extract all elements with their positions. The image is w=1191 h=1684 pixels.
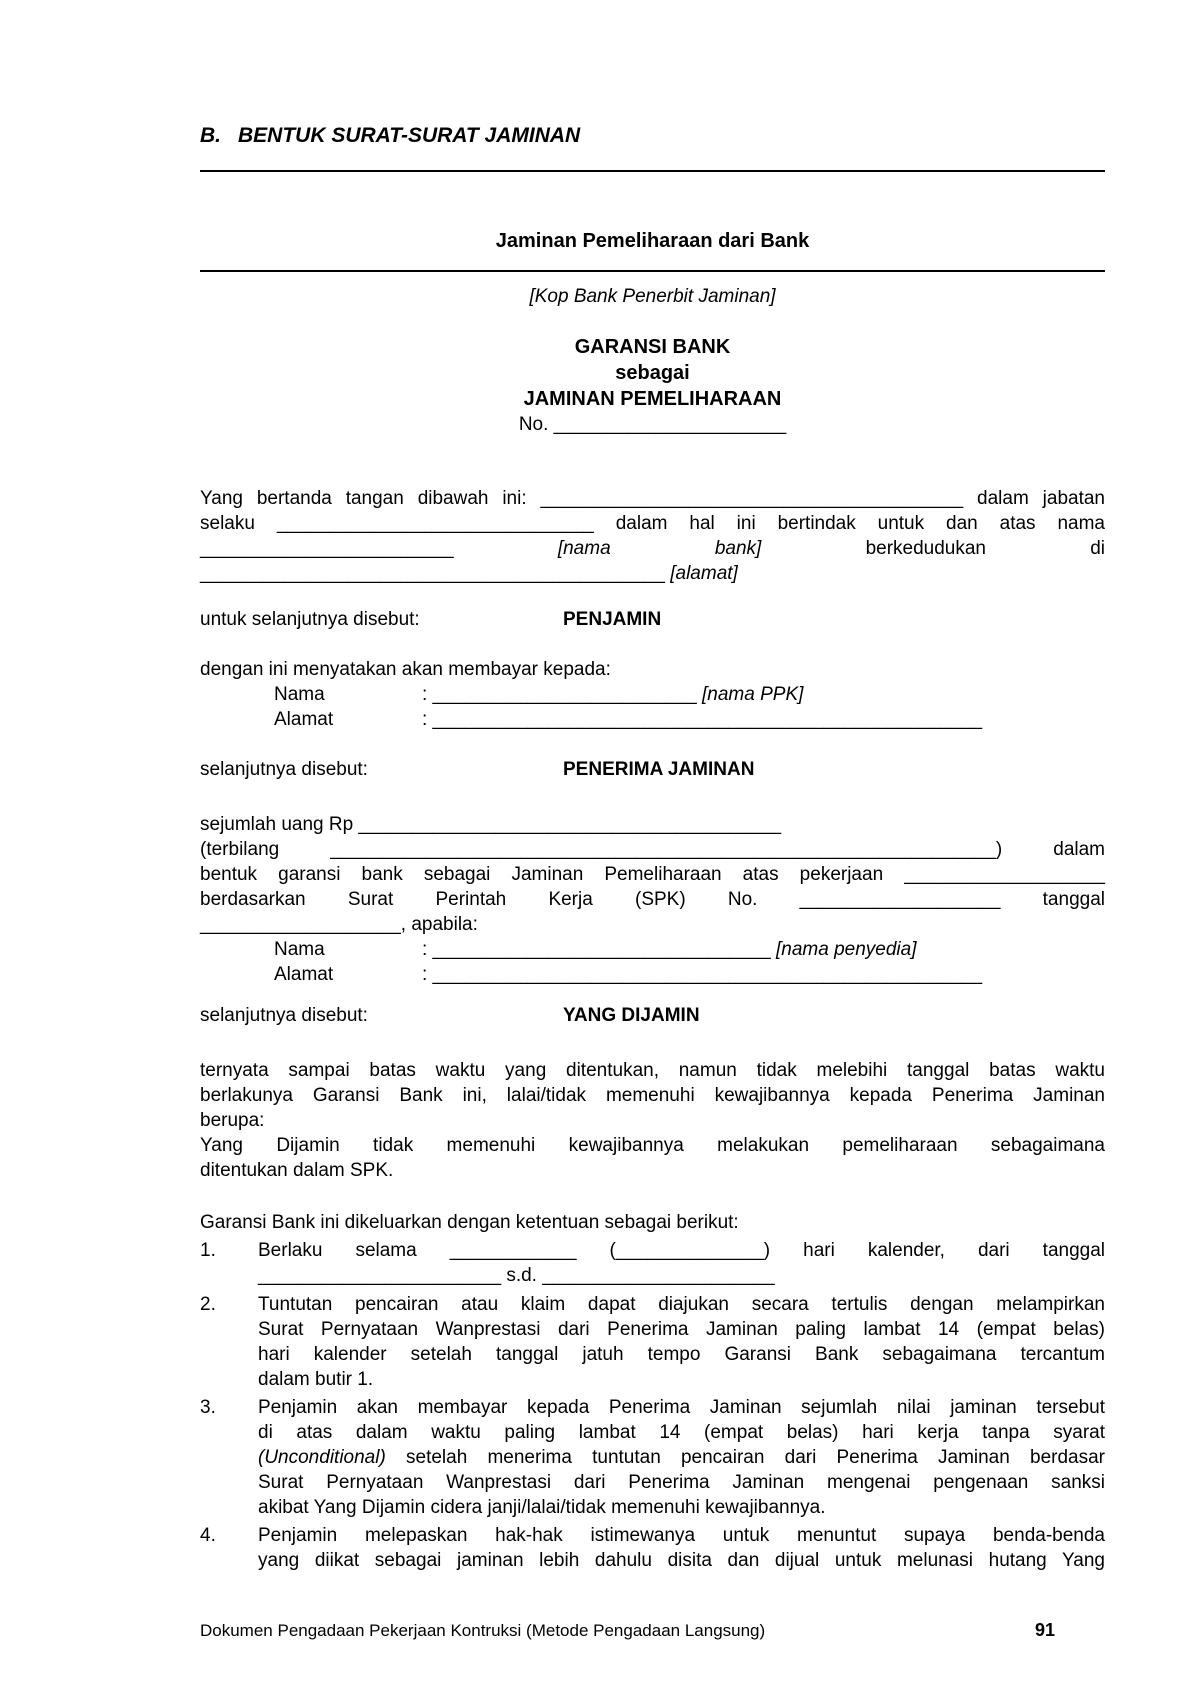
ketentuan-intro: Garansi Bank ini dikeluarkan dengan ketentuan sebagai berikut: — [200, 1212, 739, 1233]
item-line: Surat Pernyataan Wanprestasi dari Penerima Jaminan paling lambat 14 (empat belas) — [258, 1319, 1105, 1340]
item-line — [258, 1445, 1105, 1470]
divider-line-title — [200, 270, 1105, 272]
nama-blank: : ________________________________ — [422, 939, 776, 960]
nama-blank: : _________________________ — [422, 684, 703, 705]
alamat-label: Alamat — [274, 964, 334, 985]
list-item — [200, 1292, 1105, 1392]
unconditional-note: (Unconditional) — [258, 1447, 386, 1468]
wanprestasi-line: berupa: — [200, 1110, 265, 1131]
nama-penyedia-note: [nama penyedia] — [775, 939, 917, 960]
list-item — [200, 1238, 1105, 1288]
bank-name-blank: ________________________ — [200, 538, 454, 559]
nama-ppk-note: [nama PPK] — [702, 684, 804, 705]
amount-line: bentuk garansi bank sebagai Jaminan Pemeliharaan atas pekerjaan ___________________ — [200, 864, 1105, 885]
wanprestasi-line: Yang Dijamin tidak memenuhi kewajibannya melakukan pemeliharaan sebagaimana — [200, 1135, 1105, 1156]
ketentuan-block — [200, 1210, 1105, 1573]
opening-line — [200, 561, 1105, 586]
item-number: 3. — [200, 1397, 216, 1418]
alamat-blank: : ____________________________________________________ — [422, 964, 983, 985]
nama-row — [200, 682, 1105, 707]
nama-row — [200, 937, 1105, 962]
form-title: Jaminan Pemeliharaan dari Bank — [495, 230, 810, 252]
section-title: BENTUK SURAT-SURAT JAMINAN — [238, 124, 581, 147]
guarantee-title-line1: GARANSI BANK — [574, 336, 731, 358]
item-body — [258, 1395, 1105, 1520]
page-footer — [200, 1620, 1105, 1642]
item-line: di atas dalam waktu paling lambat 14 (empat belas) hari kerja tanpa syarat — [258, 1422, 1105, 1443]
item-line: Surat Pernyataan Wanprestasi dari Penerima Jaminan mengenai pengenaan sanksi — [258, 1472, 1105, 1493]
footer-doc-label: Dokumen Pengadaan Pekerjaan Kontruksi (Metode Pengadaan Langsung) — [200, 1621, 766, 1640]
item-line: Penjamin akan membayar kepada Penerima Jaminan sejumlah nilai jaminan tersebut — [258, 1397, 1105, 1418]
dijamin-row — [200, 1003, 1105, 1028]
penerima-label: selanjutnya disebut: — [200, 759, 368, 780]
item-body — [258, 1292, 1105, 1392]
alamat-row — [200, 962, 1105, 987]
item-line: Tuntutan pencairan atau klaim dapat diajukan secara tertulis dengan melampirkan — [258, 1294, 1105, 1315]
item-line: hari kalender setelah tanggal jatuh tempo Garansi Bank sebagaimana tercantum — [258, 1344, 1105, 1365]
list-item — [200, 1523, 1105, 1573]
opening-paragraph — [200, 486, 1105, 586]
nama-label: Nama — [274, 939, 325, 960]
opening-line: selaku ______________________________ dalam hal ini bertindak untuk dan atas nama — [200, 513, 1105, 534]
item-line: Penjamin melepaskan hak-hak istimewanya untuk menuntut supaya benda-benda — [258, 1525, 1105, 1546]
letterhead-note: [Kop Bank Penerbit Jaminan] — [529, 286, 776, 307]
list-item — [200, 1395, 1105, 1520]
opening-line-rest: berkedudukan di — [865, 538, 1105, 559]
amount-line: berdasarkan Surat Perintah Kerja (SPK) No. ___________________ tanggal — [200, 889, 1105, 910]
item-line: Berlaku selama ____________ (______________) hari kalender, dari tanggal — [258, 1240, 1105, 1261]
alamat-blank: : ____________________________________________________ — [422, 709, 983, 730]
amount-rp-line: sejumlah uang Rp ________________________________________ — [200, 814, 782, 835]
guarantee-title-line2: sebagai — [615, 362, 690, 384]
alamat-label: Alamat — [274, 709, 334, 730]
page-number: 91 — [1035, 1620, 1056, 1640]
nama-label: Nama — [274, 684, 325, 705]
bank-address-blank: ____________________________________________ — [200, 563, 665, 584]
kepada-block — [200, 657, 1105, 732]
item-body — [258, 1238, 1105, 1288]
item-line: akibat Yang Dijamin cidera janji/lalai/tidak memenuhi kewajibannya. — [258, 1497, 826, 1518]
guarantee-number-line: No. ______________________ — [518, 414, 787, 435]
wanprestasi-line: ditentukan dalam SPK. — [200, 1160, 394, 1181]
kepada-intro: dengan ini menyatakan akan membayar kepada: — [200, 659, 611, 680]
dijamin-term: YANG DIJAMIN — [563, 1005, 700, 1026]
wanprestasi-paragraph — [200, 1058, 1105, 1183]
bank-name-note: [nama bank] — [557, 538, 762, 559]
section-letter: B. — [200, 124, 221, 147]
penjamin-row — [200, 607, 1105, 632]
item-number: 2. — [200, 1294, 216, 1315]
penerima-row — [200, 757, 1105, 782]
item-body — [258, 1523, 1105, 1573]
opening-line — [200, 536, 1105, 561]
amount-line: (terbilang _______________________________________________________________) dalam — [200, 839, 1105, 860]
penerima-term: PENERIMA JAMINAN — [563, 759, 755, 780]
amount-line: ___________________, apabila: — [200, 914, 478, 935]
item-line: dalam butir 1. — [258, 1369, 374, 1390]
item-number: 4. — [200, 1525, 216, 1546]
guarantee-title-line3: JAMINAN PEMELIHARAAN — [523, 388, 782, 410]
item-line: yang diikat sebagai jaminan lebih dahulu disita dan dijual untuk melunasi hutang Yang — [258, 1550, 1105, 1571]
item-line-rest: setelah menerima tuntutan pencairan dari Penerima Jaminan berdasar — [406, 1447, 1105, 1468]
guarantee-title — [200, 334, 1105, 438]
dijamin-label: selanjutnya disebut: — [200, 1005, 368, 1026]
wanprestasi-line: ternyata sampai batas waktu yang ditentukan, namun tidak melebihi tanggal batas waktu — [200, 1060, 1105, 1081]
bank-address-note: [alamat] — [670, 563, 738, 584]
alamat-row — [200, 707, 1105, 732]
section-heading — [200, 124, 1105, 148]
penjamin-term: PENJAMIN — [563, 609, 662, 630]
item-line: _______________________ s.d. ______________________ — [258, 1265, 775, 1286]
amount-paragraph — [200, 812, 1105, 987]
item-number: 1. — [200, 1240, 216, 1261]
penjamin-label: untuk selanjutnya disebut: — [200, 609, 420, 630]
opening-line: Yang bertanda tangan dibawah ini: ________________________________________ dalam jabatan — [200, 488, 1105, 509]
divider-line-top — [200, 170, 1105, 172]
wanprestasi-line: berlakunya Garansi Bank ini, lalai/tidak memenuhi kewajibannya kepada Penerima Jaminan — [200, 1085, 1105, 1106]
